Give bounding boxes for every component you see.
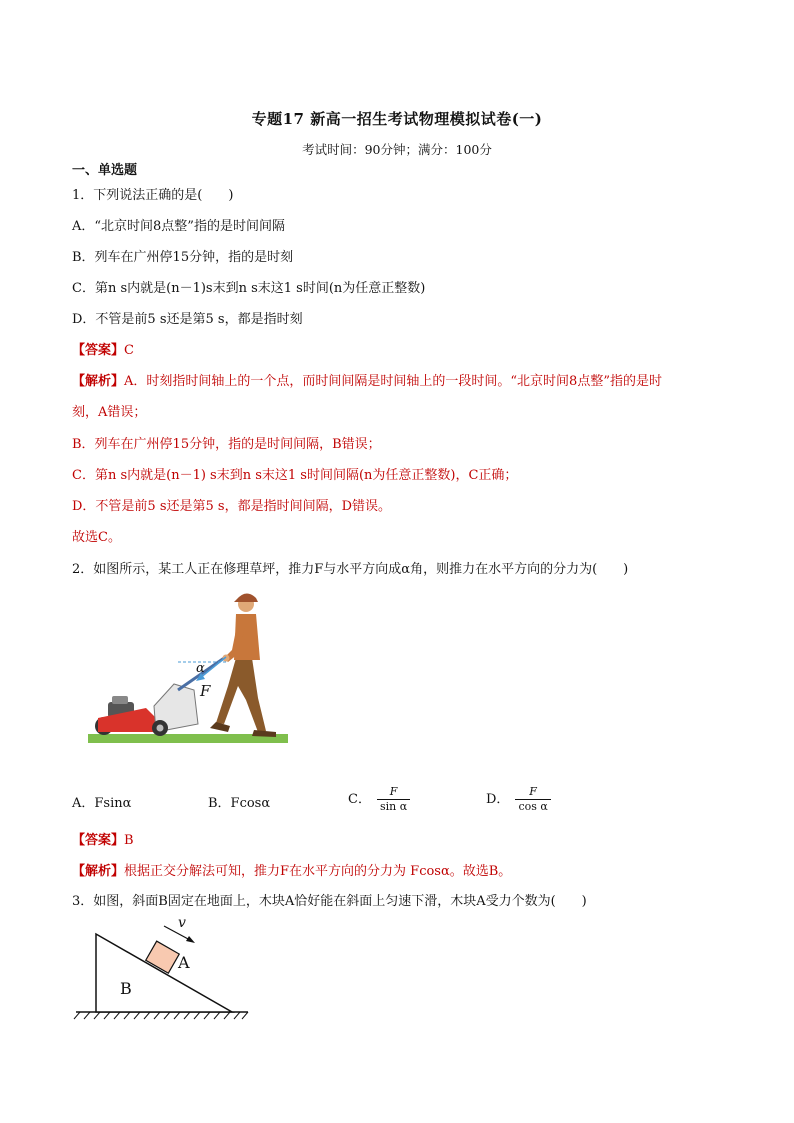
answer-value: C [124, 343, 134, 358]
q1-analysis-line-5: D．不管是前5 s还是第5 s，都是指时间间隔，D错误。 [72, 499, 391, 514]
analysis-tag: 【解析】 [72, 864, 125, 879]
q1-option-a: A．“北京时间8点整”指的是时间间隔 [72, 219, 285, 234]
analysis-text: 根据正交分解法可知，推力F在水平方向的分力为 Fcosα。故选B。 [124, 864, 512, 879]
ground-hatching [74, 1012, 248, 1019]
section-heading: 一、单选题 [72, 163, 138, 178]
q2-option-b: B．Fcosα [208, 796, 271, 811]
fraction-f-over-cos: $\frac{F}{\text{cos α}}$ [515, 785, 550, 814]
page-title: 专题17 新高一招生考试物理模拟试卷(一) [251, 110, 543, 128]
q1-option-d: D．不管是前5 s还是第5 s，都是指时刻 [72, 312, 303, 327]
answer-value: B [124, 833, 134, 848]
analysis-text: A．时刻指时间轴上的一个点，而时间间隔是时间轴上的一段时间。“北京时间8点整”指的是时 [124, 374, 662, 389]
q1-answer [72, 342, 732, 360]
force-label: F [200, 682, 211, 700]
q1-analysis-line-1 [72, 373, 732, 391]
lawn-mower-figure [86, 586, 290, 748]
q3-stem: 3．如图，斜面B固定在地面上，木块A恰好能在斜面上匀速下滑，木块A受力个数为( ) [72, 894, 587, 909]
q2-option-d: D． $\frac{F}{\text{cos α}}$ [486, 785, 551, 814]
worker-cap [234, 593, 258, 602]
q1-option-b: B．列车在广州停15分钟，指的是时刻 [72, 250, 294, 265]
answer-tag: 【答案】 [72, 343, 125, 358]
angle-label: α [196, 661, 205, 676]
q1-analysis-line-3: B．列车在广州停15分钟，指的是时间间隔，B错误； [72, 437, 381, 452]
velocity-arrow [164, 926, 190, 940]
exam-info: 考试时间：90分钟；满分：100分 [302, 142, 492, 157]
incline-figure [72, 912, 254, 1024]
worker-pants [216, 658, 266, 732]
answer-tag: 【答案】 [72, 833, 125, 848]
block-label: A [178, 953, 190, 972]
q1-stem: 1．下列说法正确的是( ) [72, 188, 234, 203]
q1-analysis-line-2: 刻，A错误； [72, 405, 147, 420]
incline-label: B [120, 979, 132, 998]
q1-analysis-line-6: 故选C。 [72, 530, 121, 545]
q2-option-a: A．Fsinα [72, 796, 132, 811]
q1-analysis-line-4: C．第n s内就是(n－1) s末到n s末这1 s时间间隔(n为任意正整数)，C正确； [72, 468, 518, 483]
q2-analysis [72, 863, 732, 881]
q2-stem: 2．如图所示，某工人正在修理草坪，推力F与水平方向成α角，则推力在水平方向的分力为( ) [72, 562, 629, 577]
fraction-f-over-sin: $\frac{F}{\text{sin α}}$ [377, 785, 410, 814]
analysis-tag: 【解析】 [72, 374, 125, 389]
q1-option-c: C．第n s内就是(n－1)s末到n s末这1 s时间(n为任意正整数) [72, 281, 426, 296]
q2-option-c: C． $\frac{F}{\text{sin α}}$ [348, 785, 410, 814]
velocity-label: v [178, 915, 186, 931]
q2-answer [72, 832, 732, 850]
